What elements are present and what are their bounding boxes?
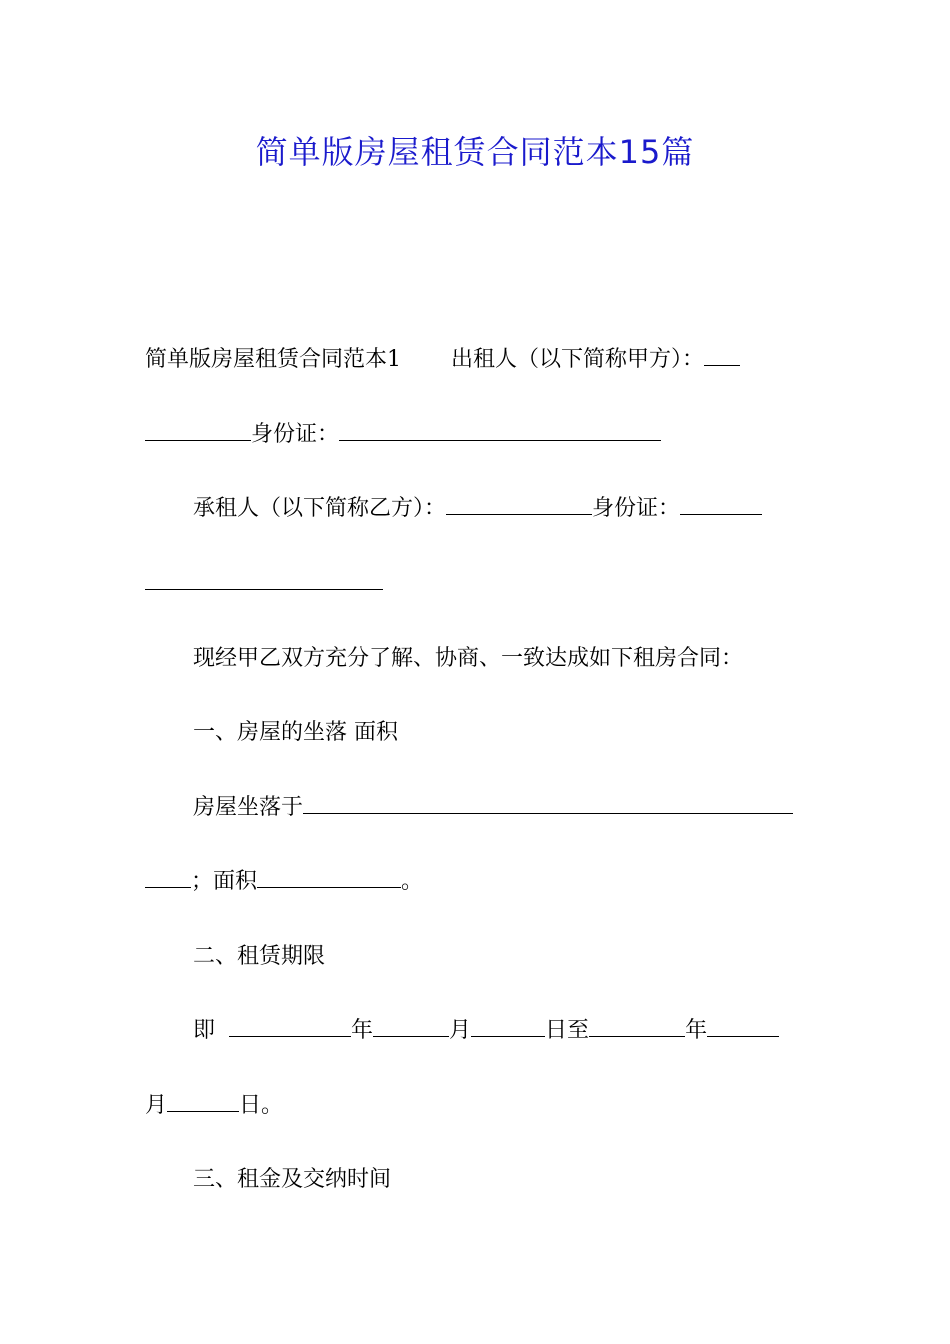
start-month-blank	[373, 1014, 449, 1037]
document-title: 简单版房屋租赁合同范本15篇	[255, 133, 695, 171]
paragraph-term-end	[145, 1086, 807, 1126]
start-day-label: 日至	[545, 1018, 590, 1043]
start-month-label: 月	[449, 1018, 472, 1043]
lessor-id-label: 身份证：	[251, 422, 340, 447]
lessor-label: 出租人（以下简称甲方）：	[451, 347, 705, 372]
lessor-name-blank	[704, 343, 740, 366]
paragraph-term	[145, 1011, 807, 1051]
end-year-label: 年	[685, 1018, 708, 1043]
lessee-name-blank	[446, 492, 592, 515]
paragraph-lessor	[145, 340, 807, 380]
paragraph-area	[145, 862, 807, 902]
paragraph-lessor-id	[145, 415, 807, 455]
start-year-label: 年	[351, 1018, 374, 1043]
lessee-id-blank-cont	[145, 567, 383, 590]
paragraph-location	[145, 788, 807, 828]
section-2-heading: 二、租赁期限	[193, 944, 326, 969]
end-month-label: 月	[145, 1093, 168, 1118]
end-month-blank	[707, 1014, 779, 1037]
end-day-blank	[167, 1089, 239, 1112]
end-day-label: 日。	[239, 1093, 284, 1118]
lessor-name-blank-cont	[145, 418, 251, 441]
contract-heading: 简单版房屋租赁合同范本1	[145, 347, 401, 372]
location-blank-cont	[145, 865, 191, 888]
paragraph-lessee	[145, 489, 807, 529]
location-label: 房屋坐落于	[193, 795, 304, 820]
paragraph-lessee-id-cont	[145, 564, 807, 604]
lessee-id-label: 身份证：	[592, 496, 681, 521]
lessor-id-blank	[339, 418, 661, 441]
lessee-label: 承租人（以下简称乙方）：	[193, 496, 447, 521]
location-blank	[303, 791, 793, 814]
paragraph-agreement: 现经甲乙双方充分了解、协商、一致达成如下租房合同：	[193, 646, 744, 671]
lessee-id-blank	[680, 492, 762, 515]
area-label: ；面积	[191, 869, 258, 894]
section-3-heading: 三、租金及交纳时间	[193, 1167, 392, 1192]
end-year-blank	[589, 1014, 685, 1037]
area-blank	[257, 865, 401, 888]
area-end: 。	[401, 869, 424, 894]
start-year-blank	[229, 1014, 351, 1037]
section-1-heading: 一、房屋的坐落 面积	[193, 720, 398, 745]
start-day-blank	[471, 1014, 545, 1037]
term-ji: 即	[193, 1018, 216, 1043]
